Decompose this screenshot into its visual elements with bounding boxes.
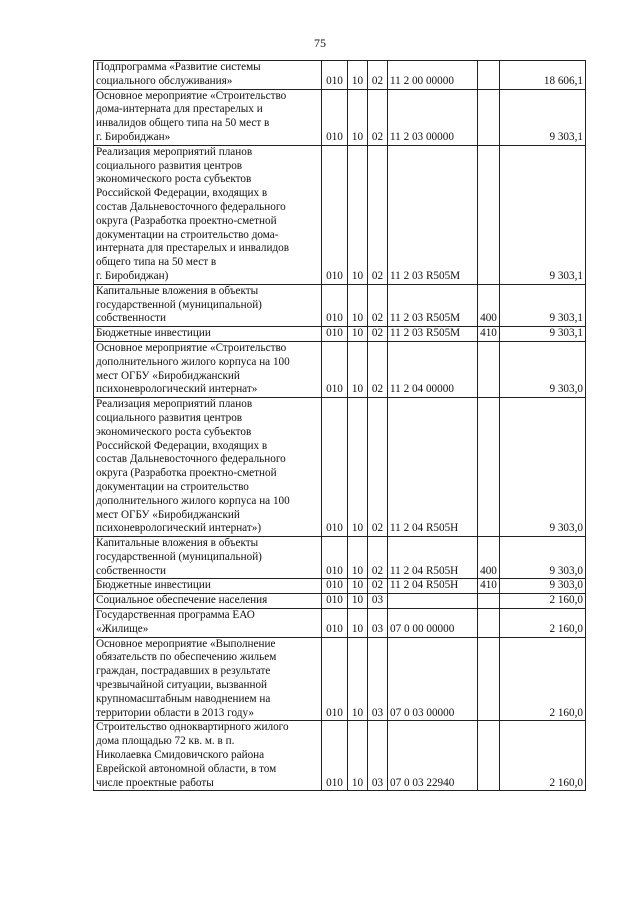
page-number: 75 [314,36,326,50]
row-name-cell: Строительство одноквартирного жилого дома площадью 72 кв. м. в п. Николаевка Смидовичского района Еврейской автономной области, в том числе проектные работы [94,721,322,791]
row-target-item-code-cell: 11 2 04 R505H [388,579,478,594]
row-gr-code-cell: 010 [322,61,348,90]
row-name-cell: Бюджетные инвестиции [94,327,322,342]
row-gr-code-cell: 010 [322,537,348,579]
table-row [94,327,586,342]
row-expense-type-code-cell [478,398,500,537]
row-subsection-code-cell: 03 [368,594,388,609]
row-name-cell: Государственная программа ЕАО «Жилище» [94,609,322,638]
row-expense-type-code-cell: 400 [478,537,500,579]
row-sum-cell: 9 303,0 [500,537,586,579]
row-expense-type-code-cell [478,89,500,145]
row-section-code-cell: 10 [348,594,368,609]
row-name-cell: Капитальные вложения в объекты государственной (муниципальной) собственности [94,284,322,326]
row-target-item-code-cell: 11 2 03 R505M [388,145,478,284]
row-name-cell: Социальное обеспечение населения [94,594,322,609]
row-section-code-cell: 10 [348,579,368,594]
row-name-cell: Подпрограмма «Развитие системы социального обслуживания» [94,61,322,90]
row-sum-cell: 2 160,0 [500,637,586,721]
row-sum-cell: 9 303,1 [500,89,586,145]
row-expense-type-code-cell: 410 [478,579,500,594]
row-target-item-code-cell: 11 2 03 R505M [388,327,478,342]
row-expense-type-code-cell [478,721,500,791]
row-sum-cell: 18 606,1 [500,61,586,90]
row-gr-code-cell: 010 [322,721,348,791]
row-target-item-code-cell: 11 2 03 R505M [388,284,478,326]
row-subsection-code-cell: 02 [368,579,388,594]
row-gr-code-cell: 010 [322,327,348,342]
row-expense-type-code-cell [478,609,500,638]
row-expense-type-code-cell: 410 [478,327,500,342]
row-subsection-code-cell: 02 [368,398,388,537]
row-subsection-code-cell: 02 [368,537,388,579]
row-sum-cell: 9 303,0 [500,341,586,397]
row-subsection-code-cell: 03 [368,609,388,638]
row-section-code-cell: 10 [348,284,368,326]
row-subsection-code-cell: 03 [368,721,388,791]
row-name-cell: Реализация мероприятий планов социального развития центров экономического роста субъектов Российской Федерации, входящих в состав Дальневосточного федерального округа (Разработка проектно-сметной документации на строительство дома- интерната для престарелых и инвалидов общего типа на 50 мест в г. Биробиджан) [94,145,322,284]
table-row [94,398,586,537]
row-section-code-cell: 10 [348,145,368,284]
row-section-code-cell: 10 [348,398,368,537]
row-name-cell: Основное мероприятие «Выполнение обязательств по обеспечению жильем граждан, пострадавших в результате чрезвычайной ситуации, вызванной крупномасштабным наводнением на территории области в 2013 году» [94,637,322,721]
table-row [94,537,586,579]
row-section-code-cell: 10 [348,609,368,638]
row-target-item-code-cell: 11 2 04 00000 [388,341,478,397]
row-gr-code-cell: 010 [322,609,348,638]
table-row [94,341,586,397]
table-row [94,721,586,791]
row-gr-code-cell: 010 [322,89,348,145]
row-sum-cell: 2 160,0 [500,721,586,791]
table-row [94,579,586,594]
table-row [94,609,586,638]
row-gr-code-cell: 010 [322,637,348,721]
row-expense-type-code-cell [478,594,500,609]
row-expense-type-code-cell [478,145,500,284]
budget-table-body [94,61,586,791]
table-row [94,145,586,284]
row-name-cell: Реализация мероприятий планов социального развития центров экономического роста субъектов Российской Федерации, входящих в состав Дальневосточного федерального округа (Разработка проектно-сметной документации на строительство дополнительного жилого корпуса на 100 мест ОГБУ «Биробиджанский психоневрологический интернат») [94,398,322,537]
row-sum-cell: 2 160,0 [500,594,586,609]
table-row [94,284,586,326]
row-subsection-code-cell: 02 [368,284,388,326]
row-sum-cell: 9 303,1 [500,145,586,284]
row-target-item-code-cell: 07 0 03 22940 [388,721,478,791]
row-expense-type-code-cell [478,61,500,90]
row-section-code-cell: 10 [348,327,368,342]
row-subsection-code-cell: 02 [368,341,388,397]
row-name-cell: Капитальные вложения в объекты государственной (муниципальной) собственности [94,537,322,579]
row-subsection-code-cell: 02 [368,145,388,284]
budget-table [93,60,586,791]
row-gr-code-cell: 010 [322,594,348,609]
row-subsection-code-cell: 03 [368,637,388,721]
table-row [94,637,586,721]
row-target-item-code-cell: 07 0 03 00000 [388,637,478,721]
row-section-code-cell: 10 [348,61,368,90]
row-name-cell: Основное мероприятие «Строительство дома-интерната для престарелых и инвалидов общего типа на 50 мест в г. Биробиджан» [94,89,322,145]
row-name-cell: Основное мероприятие «Строительство дополнительного жилого корпуса на 100 мест ОГБУ «Биробиджанский психоневрологический интернат» [94,341,322,397]
row-target-item-code-cell: 11 2 03 00000 [388,89,478,145]
row-target-item-code-cell: 11 2 00 00000 [388,61,478,90]
row-expense-type-code-cell [478,341,500,397]
row-target-item-code-cell: 11 2 04 R505H [388,537,478,579]
row-target-item-code-cell: 11 2 04 R505H [388,398,478,537]
row-sum-cell: 9 303,0 [500,579,586,594]
table-row [94,89,586,145]
row-subsection-code-cell: 02 [368,61,388,90]
row-target-item-code-cell [388,594,478,609]
row-gr-code-cell: 010 [322,284,348,326]
row-section-code-cell: 10 [348,341,368,397]
row-section-code-cell: 10 [348,637,368,721]
row-expense-type-code-cell: 400 [478,284,500,326]
row-sum-cell: 9 303,1 [500,284,586,326]
row-expense-type-code-cell [478,637,500,721]
row-gr-code-cell: 010 [322,145,348,284]
row-section-code-cell: 10 [348,537,368,579]
row-sum-cell: 2 160,0 [500,609,586,638]
row-gr-code-cell: 010 [322,579,348,594]
row-section-code-cell: 10 [348,721,368,791]
row-subsection-code-cell: 02 [368,327,388,342]
row-sum-cell: 9 303,0 [500,398,586,537]
row-target-item-code-cell: 07 0 00 00000 [388,609,478,638]
row-subsection-code-cell: 02 [368,89,388,145]
table-row [94,61,586,90]
row-gr-code-cell: 010 [322,398,348,537]
row-sum-cell: 9 303,1 [500,327,586,342]
row-name-cell: Бюджетные инвестиции [94,579,322,594]
row-gr-code-cell: 010 [322,341,348,397]
table-row [94,594,586,609]
row-section-code-cell: 10 [348,89,368,145]
